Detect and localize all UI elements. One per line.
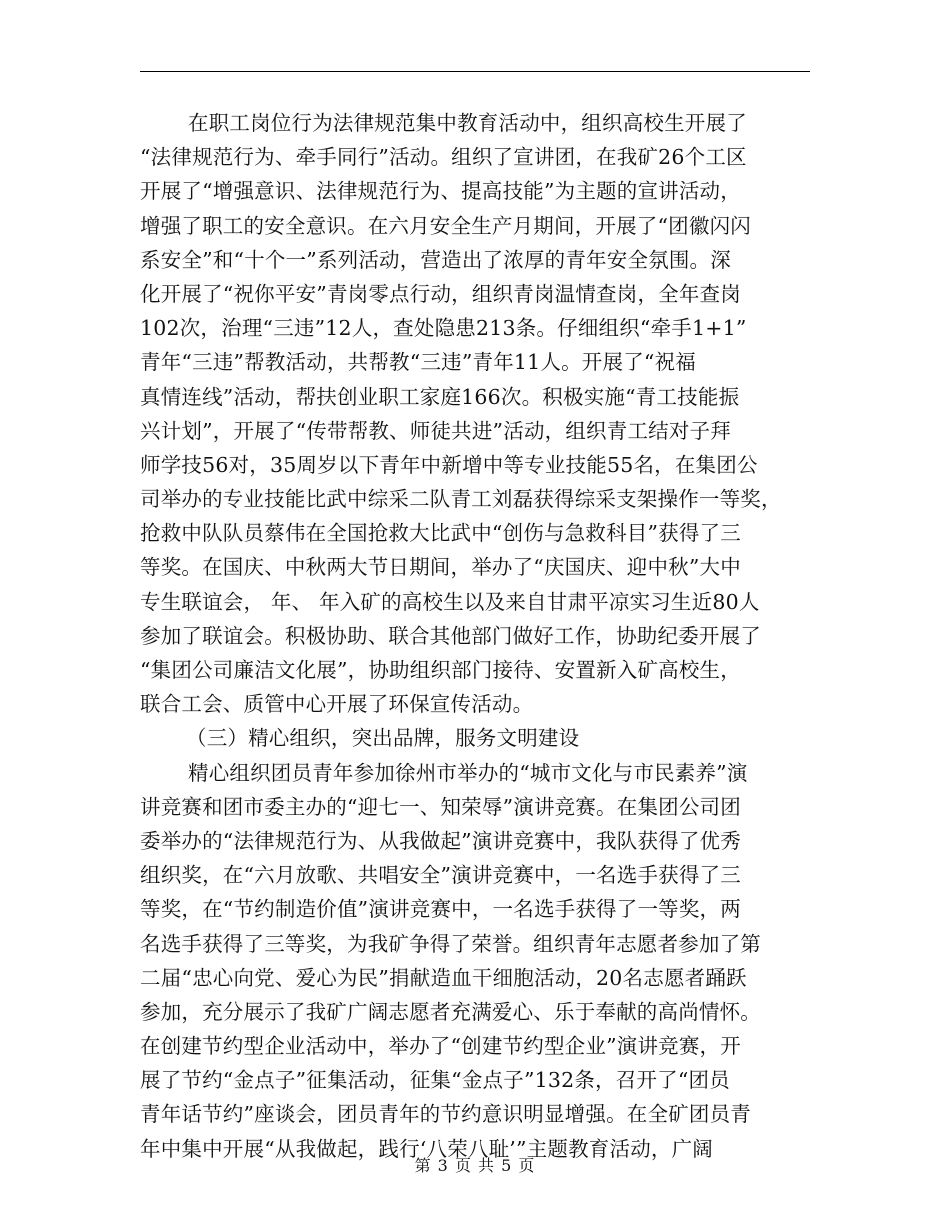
- paragraph-2-line: 讲竞赛和团市委主办的“迎七一、知荣辱”演讲竞赛。在集团公司团: [140, 794, 741, 819]
- paragraph-1-line: 抢救中队队员蔡伟在全国抢救大比武中“创伤与急救科目”获得了三: [140, 521, 741, 546]
- paragraph-2-line: 名选手获得了三等奖，为我矿争得了荣誉。组织青年志愿者参加了第: [140, 931, 761, 956]
- paragraph-2-line: 委举办的“法律规范行为、从我做起”演讲竞赛中，我队获得了优秀: [140, 828, 741, 853]
- paragraph-1-line: 系安全”和“十个一”系列活动，营造出了浓厚的青年安全氛围。深: [140, 247, 731, 272]
- paragraph-2-line-1: 精心组织团员青年参加徐州市举办的“城市文化与市民素养”演: [188, 760, 748, 785]
- paragraph-1-line: 司举办的专业技能比武中综采二队青工刘磊获得综采支架操作一等奖，: [140, 487, 782, 512]
- document-body: [140, 106, 810, 1166]
- paragraph-1-line: “法律规范行为、牵手同行”活动。组织了宣讲团，在我矿26个工区: [140, 145, 747, 170]
- header-rule: [140, 71, 810, 72]
- paragraph-1-line: 师学技56对，35周岁以下青年中新增中等专业技能55名，在集团公: [140, 452, 758, 477]
- paragraph-1-line: 青年“三违”帮教活动，共帮教“三违”青年11人。开展了“祝福: [140, 350, 696, 375]
- paragraph-1-line: “集团公司廉洁文化展”，协助组织部门接待、安置新入矿高校生，: [140, 658, 741, 682]
- paragraph-2-line: 年中集中开展“从我做起，践行‘八荣八耻’”主题教育活动，广阔: [140, 1136, 713, 1161]
- paragraph-2-line: 等奖，在“节约制造价值”演讲竞赛中，一名选手获得了一等奖，两: [140, 897, 741, 922]
- paragraph-2-line: 青年话节约”座谈会，团员青年的节约意识明显增强。在全矿团员青: [140, 1102, 751, 1127]
- paragraph-1-line: 兴计划”，开展了“传带帮教、师徒共进”活动，组织青工结对子拜: [140, 418, 731, 443]
- paragraph-1-line: 102次，治理“三违”12人，查处隐患213条。仔细组织“牵手1+1”: [140, 316, 747, 341]
- paragraph-1-line: 等奖。在国庆、中秋两大节日期间，举办了“庆国庆、迎中秋”大中: [140, 555, 741, 580]
- paragraph-2-line: 在创建节约型企业活动中，举办了“创建节约型企业”演讲竞赛，开: [140, 1034, 741, 1059]
- paragraph-2-line: 组织奖，在“六月放歌、共唱安全”演讲竞赛中，一名选手获得了三: [140, 863, 741, 888]
- page-number-footer: 第 3 页 共 5 页: [414, 1156, 536, 1175]
- paragraph-1-line: 专生联谊会， 年、 年入矿的高校生以及来自甘肃平凉实习生近80人: [140, 589, 760, 614]
- paragraph-2-line: 参加，充分展示了我矿广阔志愿者充满爱心、乐于奉献的高尚情怀。: [140, 999, 761, 1024]
- paragraph-1-line: 增强了职工的安全意识。在六月安全生产月期间，开展了“团徽闪闪: [140, 213, 751, 238]
- paragraph-2-line: 二届“忠心向党、爱心为民”捐献造血干细胞活动，20名志愿者踊跃: [140, 965, 747, 990]
- paragraph-1-line: 联合工会、质管中心开展了环保宣传活动。: [140, 692, 534, 717]
- paragraph-1-line: 参加了联谊会。积极协助、联合其他部门做好工作，协助纪委开展了: [140, 623, 761, 648]
- paragraph-1-line: 真情连线”活动，帮扶创业职工家庭166次。积极实施“青工技能振: [140, 384, 740, 409]
- paragraph-1-line: 开展了“增强意识、法律规范行为、提高技能”为主题的宣讲活动，: [140, 179, 741, 204]
- section-heading: （三）精心组织，突出品牌，服务文明建设: [186, 726, 580, 751]
- paragraph-1-line: 化开展了“祝你平安”青岗零点行动，组织青岗温情查岗，全年查岗: [140, 281, 741, 306]
- paragraph-2-line: 展了节约“金点子”征集活动，征集“金点子”132条，召开了“团员: [140, 1068, 730, 1093]
- paragraph-1-line-1: 在职工岗位行为法律规范集中教育活动中，组织高校生开展了: [188, 111, 747, 135]
